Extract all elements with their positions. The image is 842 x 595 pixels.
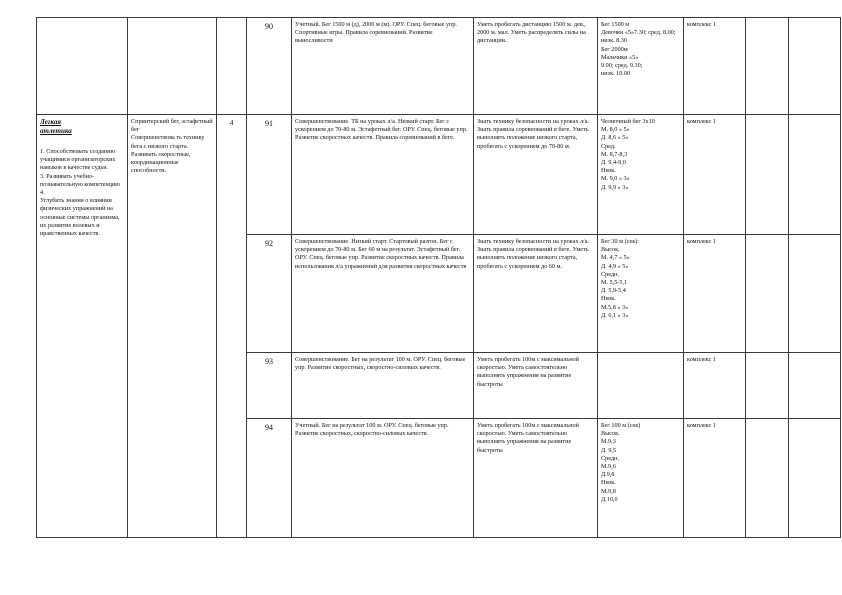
empty-cell: [789, 353, 841, 419]
lesson-content: Учетный. Бег 1500 м (д), 2000 м (м). ОРУ. Спец. беговые упр. Спортивные игры. Правила соревнований. Развитие выносливости: [292, 18, 474, 115]
empty-cell: [746, 353, 789, 419]
lesson-norms: Бег 100 м (сек) Высок. М.9,3 Д. 9,5 Средн. М.9,6 Д.9,8 Низк. М.9,8 Д.10,0: [598, 419, 684, 538]
empty-cell: [746, 115, 789, 235]
table-row: [37, 115, 841, 235]
lesson-requirements: Знать технику безопасности на уроках л/а. Знать правила соревнований в беге. Уметь выполнять положение низкого старта, пробегать с ускорением до 60 м.: [474, 235, 598, 353]
lesson-norms: Бег 1500 м Девочки «5»7.30; сред. 8.00; низк. 8.30 Бег 2000м Мальчики «5» 9.00; сред. 9.30; низк. 10.00: [598, 18, 684, 115]
empty-cell: [789, 115, 841, 235]
lesson-plan-table: [36, 17, 841, 538]
lesson-requirements: Знать технику безопасности на уроках л/а. Знать правила соревнований в беге. Уметь выполнять положение низкого старта, пробегать с ускорением до 70-80 м.: [474, 115, 598, 235]
lesson-norms: Бег 30 м (сек): Высок. М. 4,7 « 5» Д. 4,9 « 5» Средн. М. 5,5-5,1 Д. 5,9-5,4 Низк. М.5,8 « 3» Д. 6,1 « 3»: [598, 235, 684, 353]
lesson-norms: Челночный бег 3х10 М. 8,0 « 5» Д. 8,6 « 5» Сред. М. 8,7-8,3 Д. 9,4-9,0 Низк. М. 9,0 « 3» Д. 9,9 « 3»: [598, 115, 684, 235]
empty-cell: [789, 419, 841, 538]
lesson-number: 92: [247, 235, 292, 353]
table-row: [37, 18, 841, 115]
lesson-requirements: Уметь пробегать 100м с максимальной скоростью. Уметь самостоятельно выполнять упражнения на развитие быстроты: [474, 353, 598, 419]
section-cell: [37, 115, 128, 538]
lesson-number: 91: [247, 115, 292, 235]
empty-cell: [217, 18, 247, 115]
lesson-number: 90: [247, 18, 292, 115]
empty-cell: [128, 18, 217, 115]
lesson-equipment: комплекс 1: [684, 235, 746, 353]
lesson-requirements: Уметь пробегать дистанцию 1500 м. дев., 2000 м. мал. Уметь распределять силы на дистанции.: [474, 18, 598, 115]
lesson-content: Совершенствование. ТБ на уроках л/а. Низкий старт. Бег с ускорением до 70-80 м. Эстафетный бег. ОРУ. Спец. беговые упр. Развитие скоростных качеств. Правила соревнований в беге.: [292, 115, 474, 235]
lesson-equipment: комплекс 1: [684, 115, 746, 235]
lesson-number: 93: [247, 353, 292, 419]
hours-cell: 4: [217, 115, 247, 538]
empty-cell: [746, 18, 789, 115]
lesson-content: Совершенствование. Бег на результат 100 м. ОРУ. Спец. беговые упр. Развитие скоростных, скоростно-силовых качеств.: [292, 353, 474, 419]
empty-cell: [746, 419, 789, 538]
empty-cell: [37, 18, 128, 115]
lesson-equipment: комплекс 1: [684, 419, 746, 538]
section-goals: 1. Способствовать созданию учащимися организаторских навыков в качестве судьи. 3. Развивать учебно-познавательную компетенцию 4. Углубить знания о влиянии физических упражнений на основные системы организма, их развитие волевых и нравственных качеств.: [40, 148, 120, 238]
empty-cell: [789, 235, 841, 353]
lesson-number: 94: [247, 419, 292, 538]
section-title: Легкая атлетика: [40, 118, 72, 135]
empty-cell: [746, 235, 789, 353]
lesson-equipment: комплекс 1: [684, 353, 746, 419]
topic-cell: Спринтерский бег, эстафетный бег Совершенствова ть технику бега с низкого старта. Развивать скоростные, координационные способности.: [128, 115, 217, 538]
lesson-requirements: Уметь пробегать 100м с максимальной скоростью. Уметь самостоятельно выполнять упражнения на развитие быстроты: [474, 419, 598, 538]
lesson-content: Учетный. Бег на результат 100 м. ОРУ. Спец. беговые упр. Развитие скоростных, скоростно-силовых качеств.: [292, 419, 474, 538]
empty-cell: [789, 18, 841, 115]
lesson-norms: [598, 353, 684, 419]
lesson-equipment: комплекс 1: [684, 18, 746, 115]
lesson-content: Совершенствование. Низкий старт. Стартовый разгон. Бег с ускорением до 70-80 м. Бег 60 м на результат. Эстафетный бег. ОРУ. Спец. беговые упр. Развитие скоростных качеств. Правила использования л/а упражнений для развития скоростных качеств: [292, 235, 474, 353]
